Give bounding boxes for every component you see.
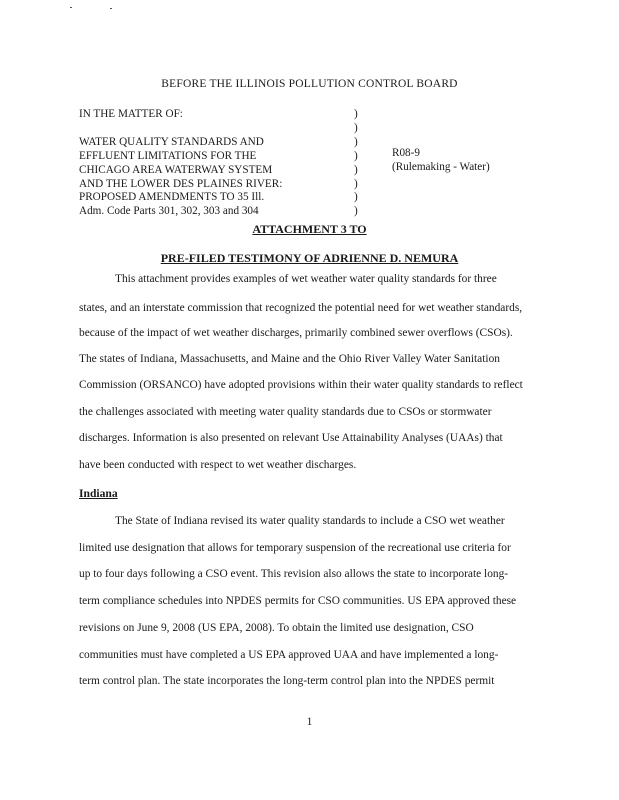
caption-line: Adm. Code Parts 301, 302, 303 and 304: [79, 205, 259, 218]
text-line: communities must have completed a US EPA approved UAA and have implemented a long-: [79, 649, 499, 661]
caption-line: AND THE LOWER DES PLAINES RIVER:: [79, 177, 283, 190]
caption-paren: ): [354, 163, 358, 176]
caption-paren: ): [354, 149, 358, 162]
testimony-title: PRE-FILED TESTIMONY OF ADRIENNE D. NEMURA: [160, 251, 459, 265]
caption-line: IN THE MATTER OF:: [79, 108, 183, 120]
text-line: because of the impact of wet weather discharges, primarily combined sewer overflows (CSOs).: [79, 327, 513, 339]
caption-line: EFFLUENT LIMITATIONS FOR THE: [79, 149, 257, 162]
caption-paren: ): [354, 205, 358, 218]
caption-paren: ): [354, 121, 358, 134]
caption-paren: ): [354, 135, 358, 148]
page-number: 1: [306, 716, 313, 728]
court-header: BEFORE THE ILLINOIS POLLUTION CONTROL BOARD: [161, 78, 458, 90]
text-line: discharges. Information is also presented on relevant Use Attainability Analyses (UAAs) that: [79, 432, 503, 444]
text-line: Commission (ORSANCO) have adopted provisions within their water quality standards to reflect: [79, 379, 523, 391]
text-line: the challenges associated with meeting water quality standards due to CSOs or stormwater: [79, 406, 492, 418]
text-line: revisions on June 9, 2008 (US EPA, 2008). To obtain the limited use designation, CSO: [79, 622, 474, 634]
docket-type: (Rulemaking - Water): [392, 160, 490, 173]
text-line: states, and an interstate commission that recognized the potential need for wet weather standards,: [79, 302, 523, 314]
case-caption-left: [79, 108, 282, 219]
text-line: The states of Indiana, Massachusetts, and Maine and the Ohio River Valley Water Sanitation: [79, 353, 500, 365]
text-line: The State of Indiana revised its water quality standards to include a CSO wet weather: [115, 515, 505, 527]
scan-speck: [70, 7, 72, 8]
case-caption-right: [392, 147, 490, 175]
caption-line: PROPOSED AMENDMENTS TO 35 Ill.: [79, 191, 265, 204]
text-line: term control plan. The state incorporates the long-term control plan into the NPDES permit: [79, 675, 495, 687]
text-line: have been conducted with respect to wet weather discharges.: [79, 459, 357, 471]
text-line: term compliance schedules into NPDES permits for CSO communities. US EPA approved these: [79, 595, 517, 607]
text-line: up to four days following a CSO event. This revision also allows the state to incorporate long-: [79, 568, 509, 580]
text-line: limited use designation that allows for temporary suspension of the recreational use criteria for: [79, 542, 511, 554]
section-heading: Indiana: [79, 487, 118, 500]
caption-paren: ): [354, 177, 358, 190]
caption-line: WATER QUALITY STANDARDS AND: [79, 135, 264, 148]
caption-line: CHICAGO AREA WATERWAY SYSTEM: [79, 163, 273, 176]
caption-paren: ): [354, 191, 358, 204]
caption-paren: ): [354, 108, 358, 120]
caption-parentheses: [354, 108, 364, 219]
text-line: This attachment provides examples of wet weather water quality standards for three: [115, 273, 497, 285]
caption-line: [79, 122, 282, 136]
attachment-title: ATTACHMENT 3 TO: [252, 222, 367, 236]
scan-speck: [110, 8, 112, 9]
docket-number: R08-9: [392, 147, 420, 159]
